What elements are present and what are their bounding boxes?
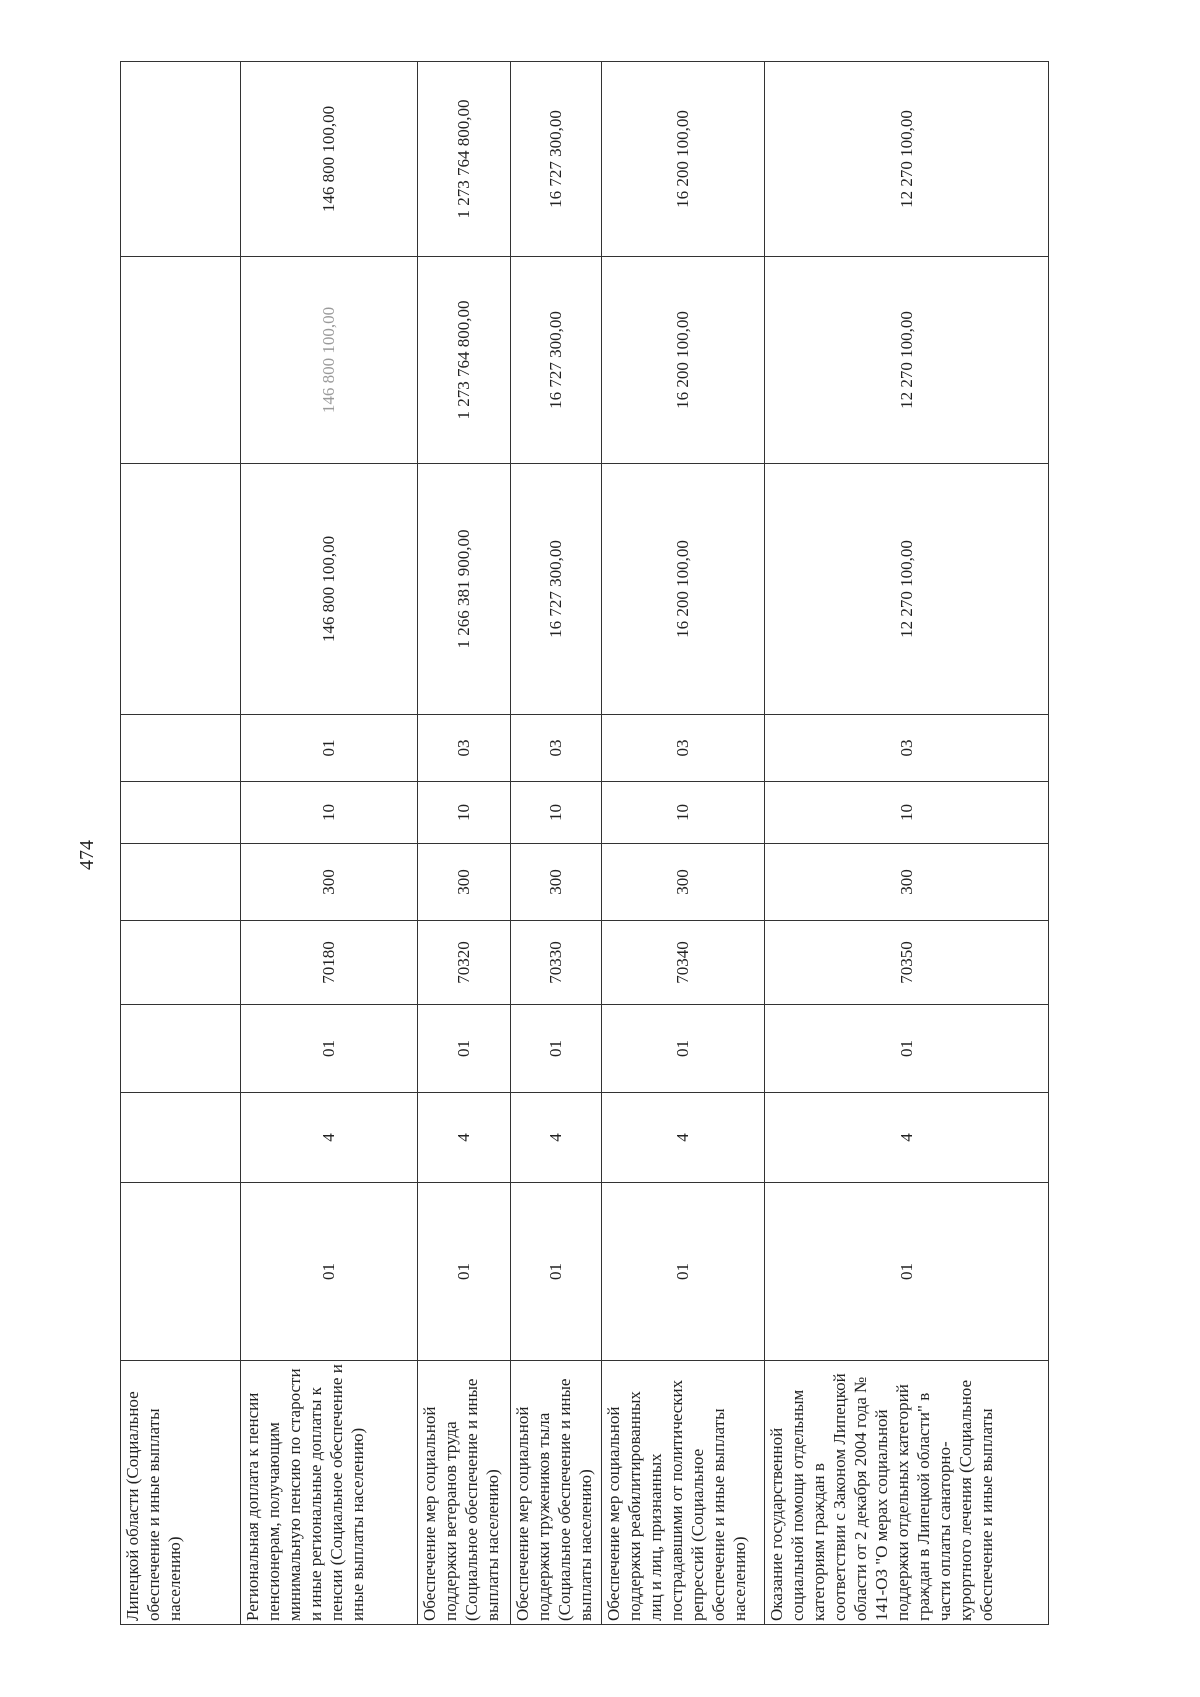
code-5-cell: 300 — [241, 844, 418, 921]
code-1-cell: 01 — [241, 1183, 418, 1361]
code-7-cell: 03 — [602, 715, 765, 782]
code-4-cell: 70320 — [418, 921, 511, 1005]
code-5-cell: 300 — [418, 844, 511, 921]
code-4-cell: 70340 — [602, 921, 765, 1005]
row-name-cell: Оказание государственной социальной помощи отдельным категориям граждан в соответствии с Законом Липецкой области от 2 декабря 2004 года № 141-ОЗ "О мерах социальной поддержки отдельных категорий граждан в Липецкой области" в части оплаты санаторно-курортного лечения (Социальное обеспечение и иные выплаты — [765, 1361, 1049, 1625]
row-name-cell: Обеспечение мер социальной поддержки тружеников тыла (Социальное обеспечение и иные выплаты населению) — [511, 1361, 602, 1625]
amount-2-cell: 16 200 100,00 — [602, 257, 765, 464]
code-4-cell: 70180 — [241, 921, 418, 1005]
code-6-cell: 10 — [241, 782, 418, 844]
amount-1-cell: 146 800 100,00 — [241, 464, 418, 715]
code-4-cell — [121, 921, 241, 1005]
row-name-cell: Обеспечение мер социальной поддержки ветеранов труда (Социальное обеспечение и иные выплаты населению) — [418, 1361, 511, 1625]
amount-2-cell: 1 273 764 800,00 — [418, 257, 511, 464]
table-row — [241, 62, 418, 1625]
amount-2-cell — [121, 257, 241, 464]
row-name-cell: Региональная доплата к пенсии пенсионерам, получающим минимальную пенсию по старости и иные региональные доплаты к пенсии (Социальное обеспечение и иные выплаты населению) — [241, 1361, 418, 1625]
code-2-cell: 4 — [511, 1093, 602, 1183]
code-6-cell: 10 — [765, 782, 1049, 844]
code-3-cell: 01 — [602, 1005, 765, 1093]
row-name-cell: Липецкой области (Социальное обеспечение и иные выплаты населению) — [121, 1361, 241, 1625]
amount-3-cell: 16 200 100,00 — [602, 62, 765, 257]
code-7-cell — [121, 715, 241, 782]
code-3-cell — [121, 1005, 241, 1093]
amount-1-cell: 12 270 100,00 — [765, 464, 1049, 715]
code-7-cell: 03 — [418, 715, 511, 782]
amount-3-cell: 146 800 100,00 — [241, 62, 418, 257]
page-number: 474 — [76, 840, 98, 870]
code-3-cell: 01 — [511, 1005, 602, 1093]
code-2-cell — [121, 1093, 241, 1183]
rotated-table-container — [120, 62, 1089, 1625]
table-row — [121, 62, 241, 1625]
code-1-cell: 01 — [602, 1183, 765, 1361]
code-1-cell: 01 — [511, 1183, 602, 1361]
row-name-cell: Обеспечение мер социальной поддержки реабилитированных лиц и лиц, признанных пострадавшими от политических репрессий (Социальное обеспечение и иные выплаты населению) — [602, 1361, 765, 1625]
code-3-cell: 01 — [418, 1005, 511, 1093]
amount-1-cell: 16 727 300,00 — [511, 464, 602, 715]
amount-2-cell: 16 727 300,00 — [511, 257, 602, 464]
table-row — [765, 62, 1049, 1625]
table-row — [418, 62, 511, 1625]
code-6-cell — [121, 782, 241, 844]
amount-3-cell — [121, 62, 241, 257]
code-5-cell: 300 — [602, 844, 765, 921]
code-2-cell: 4 — [765, 1093, 1049, 1183]
code-5-cell — [121, 844, 241, 921]
code-2-cell: 4 — [602, 1093, 765, 1183]
code-2-cell: 4 — [418, 1093, 511, 1183]
code-3-cell: 01 — [241, 1005, 418, 1093]
code-4-cell: 70350 — [765, 921, 1049, 1005]
table-row — [511, 62, 602, 1625]
amount-2-cell: 12 270 100,00 — [765, 257, 1049, 464]
code-1-cell — [121, 1183, 241, 1361]
amount-3-cell: 12 270 100,00 — [765, 62, 1049, 257]
code-7-cell: 03 — [511, 715, 602, 782]
code-1-cell: 01 — [765, 1183, 1049, 1361]
code-6-cell: 10 — [418, 782, 511, 844]
table-row — [602, 62, 765, 1625]
code-5-cell: 300 — [765, 844, 1049, 921]
amount-2-cell: 146 800 100,00 — [241, 257, 418, 464]
code-5-cell: 300 — [511, 844, 602, 921]
code-4-cell: 70330 — [511, 921, 602, 1005]
amount-3-cell: 1 273 764 800,00 — [418, 62, 511, 257]
code-7-cell: 01 — [241, 715, 418, 782]
code-1-cell: 01 — [418, 1183, 511, 1361]
code-6-cell: 10 — [602, 782, 765, 844]
amount-1-cell — [121, 464, 241, 715]
budget-table — [120, 61, 1049, 1625]
amount-3-cell: 16 727 300,00 — [511, 62, 602, 257]
code-2-cell: 4 — [241, 1093, 418, 1183]
code-6-cell: 10 — [511, 782, 602, 844]
code-7-cell: 03 — [765, 715, 1049, 782]
amount-1-cell: 1 266 381 900,00 — [418, 464, 511, 715]
amount-1-cell: 16 200 100,00 — [602, 464, 765, 715]
code-3-cell: 01 — [765, 1005, 1049, 1093]
